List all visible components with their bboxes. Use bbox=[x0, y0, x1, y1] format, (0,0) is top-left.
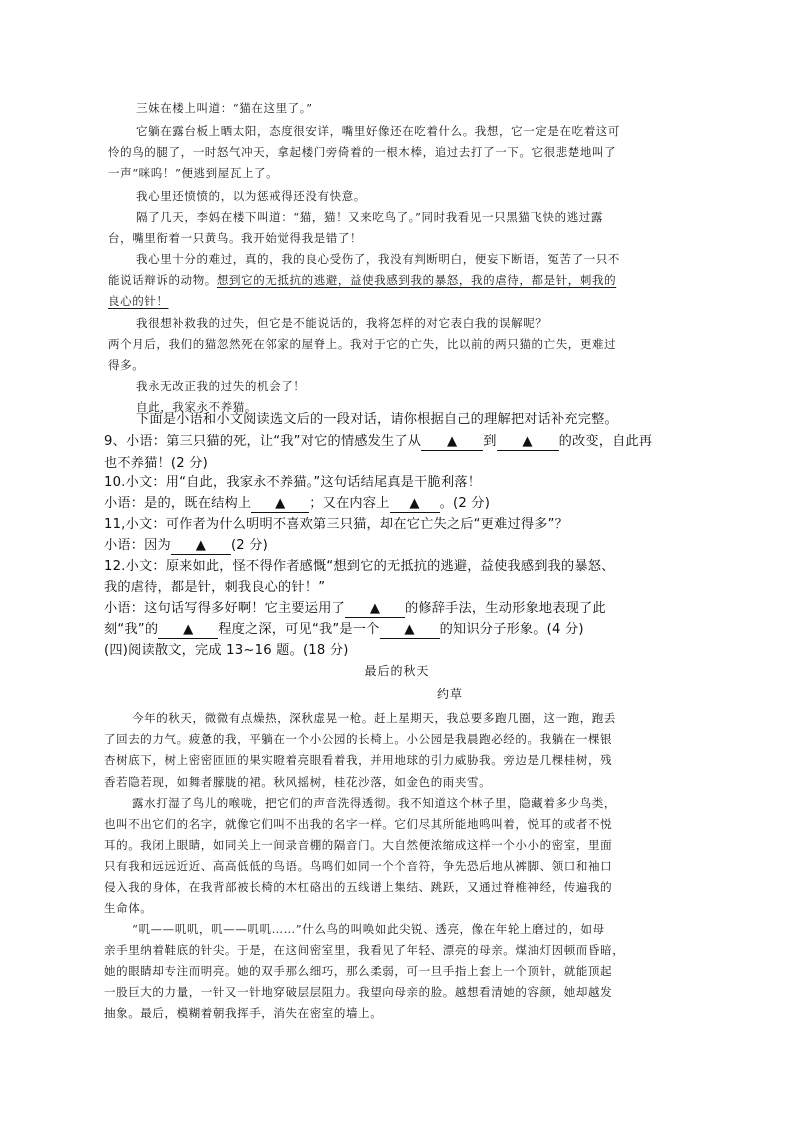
answer-blank[interactable]: ▲ bbox=[497, 434, 559, 451]
passage-line: 两个月后，我们的猫忽然死在邻家的屋脊上。我对于它的亡失，比以前的两只猫的亡失，更难过 bbox=[108, 337, 617, 351]
answer-blank[interactable]: ▲ bbox=[251, 496, 309, 513]
passage-line: 隔了几天，李妈在楼下叫道：“猫，猫！又来吃鸟了。”同时我看见一只黑猫飞快的逃过露 bbox=[136, 210, 604, 224]
essay-line: 她的眼睛却专注而明亮。她的双手那么细巧，那么柔弱，可一旦手指上套上一个顶针，就能顶起 bbox=[104, 964, 613, 978]
question-9: 9、小语：第三只猫的死，让“我”对它的情感发生了从 ▲ 到 ▲ 的改变，自此再 bbox=[104, 434, 653, 449]
essay-line: 耳的。我闭上眼睛，如同关上一间录音棚的隔音门。大自然便浓缩成这样一个小小的密室，里面 bbox=[104, 838, 613, 852]
essay-author: 约草 bbox=[436, 687, 463, 701]
answer-blank[interactable]: ▲ bbox=[421, 434, 483, 451]
passage-line: 我永无改正我的过失的机会了！ bbox=[136, 379, 306, 393]
essay-line: 亲手里纳着鞋底的针尖。于是，在这间密室里，我看见了年轻、漂亮的母亲。煤油灯因顿而昏暗， bbox=[104, 943, 625, 957]
answer-blank[interactable]: ▲ bbox=[345, 601, 405, 618]
essay-line: 杏树底下，树上密密匝匝的果实瞪着亮眼看着我，并用地球的引力威胁我。旁边是几棵桂树，残 bbox=[104, 753, 613, 767]
underlined-sentence: 想到它的无抵抗的逃避，益使我感到我的暴怒，我的虐待，都是针，刺我的 bbox=[216, 273, 617, 287]
passage-line: 得多。 bbox=[108, 358, 145, 372]
question-12-cont: 我的虐待，都是针，刺我良心的针！” bbox=[104, 580, 326, 595]
passage-line: 我心里还愤愤的，以为惩戒得还没有快意。 bbox=[136, 189, 366, 203]
answer-blank[interactable]: ▲ bbox=[158, 622, 218, 639]
question-11-answer: 小语：因为 ▲ (2 分) bbox=[104, 538, 268, 553]
passage-line: 我心里十分的难过，真的，我的良心受伤了，我没有判断明白，便妄下断语，冤苦了一只不 bbox=[136, 252, 620, 266]
passage-line: 怜的鸟的腿了，一时怒气冲天，拿起楼门旁倚着的一根木棒，追过去打了一下。它很悲楚地叫了 bbox=[108, 145, 617, 159]
question-12-answer: 小语：这句话写得多好啊！它主要运用了 ▲ 的修辞手法，生动形象地表现了此 bbox=[104, 601, 606, 616]
essay-title: 最后的秋天 bbox=[364, 664, 430, 678]
question-10-answer: 小语：是的，既在结构上 ▲ ；又在内容上 ▲ 。(2 分) bbox=[104, 496, 491, 511]
passage-line: 三妹在楼上叫道：“猫在这里了。” bbox=[136, 101, 313, 115]
answer-blank[interactable]: ▲ bbox=[390, 496, 440, 513]
essay-line: 只有我和远远近近、高高低低的鸟语。鸟鸣们如同一个个音符，争先恐后地从裤脚、领口和袖口 bbox=[104, 859, 613, 873]
passage-line: 我很想补救我的过失，但它是不能说话的，我将怎样的对它表白我的误解呢？ bbox=[136, 316, 548, 330]
passage-line bbox=[108, 271, 616, 289]
passage-line: 它躺在露台板上晒太阳，态度很安详，嘴里好像还在吃着什么。我想，它一定是在吃着这可 bbox=[136, 124, 620, 138]
essay-line: 侵入我的身体，在我背部被长椅的木杠硌出的五线谱上集结、跳跃，又通过脊椎神经，传遍我的 bbox=[104, 880, 613, 894]
essay-line: 生命体。 bbox=[104, 901, 153, 915]
answer-blank[interactable]: ▲ bbox=[380, 622, 440, 639]
essay-line: 也叫不出它们的名字，就像它们叫不出我的名字一样。它们尽其所能地鸣叫着，悦耳的或者不悦 bbox=[104, 817, 613, 831]
question-12-answer-cont: 刻“我”的 ▲ 程度之深，可见“我”是一个 ▲ 的知识分子形象。(4 分) bbox=[104, 622, 584, 637]
essay-line: 露水打湿了鸟儿的喉咙，把它们的声音洗得透彻。我不知道这个林子里，隐藏着多少鸟类， bbox=[132, 796, 616, 810]
question-10: 10.小文：用“自此，我家永不养猫。”这句话结尾真是干脆利落！ bbox=[104, 475, 482, 490]
passage-line: 一声“咪呜！”便逃到屋瓦上了。 bbox=[108, 166, 279, 180]
passage-text: 能说话辩诉的动物。 bbox=[108, 273, 217, 287]
question-12: 12.小文：原来如此，怪不得作者感慨“想到它的无抵抗的逃避，益使我感到我的暴怒、 bbox=[104, 559, 615, 574]
dialogue-intro: 下面是小语和小文阅读选文后的一段对话，请你根据自己的理解把对话补充完整。 bbox=[136, 412, 618, 427]
passage-line: 台，嘴里衔着一只黄鸟。我开始觉得我是错了！ bbox=[108, 231, 363, 245]
essay-line: 了回去的力气。疲惫的我，平躺在一个小公园的长椅上。小公园是我晨跑必经的。我躺在一棵银 bbox=[104, 732, 613, 746]
essay-line: 抽象。最后，模糊着朝我挥手，消失在密室的墙上。 bbox=[104, 1006, 383, 1020]
section-heading: (四)阅读散文，完成 13~16 题。(18 分) bbox=[104, 643, 349, 658]
essay-line: “叽——叽叽，叽——叽叽……”什么鸟的叫唤如此尖锐、透亮，像在年轮上磨过的，如母 bbox=[132, 922, 605, 936]
question-11: 11,小文：可作者为什么明明不喜欢第三只猫，却在它亡失之后“更难过得多”？ bbox=[104, 517, 569, 532]
essay-line: 今年的秋天，微微有点燥热，深秋虚晃一枪。赶上星期天，我总要多跑几圈，这一跑，跑丢 bbox=[132, 711, 616, 725]
essay-line: 香若隐若现，如舞者朦胧的裙。秋风摇树，桂花沙落，如金色的雨夹雪。 bbox=[104, 775, 492, 789]
question-9-cont: 也不养猫！(2 分) bbox=[104, 456, 208, 471]
passage-line: 自此，我家永不养猫。 bbox=[136, 400, 257, 414]
answer-blank[interactable]: ▲ bbox=[171, 538, 231, 555]
essay-line: 一股巨大的力量，一针又一针地穿破层层阻力。我望向母亲的脸。越想看清她的容颜，她却越发 bbox=[104, 985, 613, 999]
underlined-sentence: 良心的针！ bbox=[108, 294, 169, 308]
